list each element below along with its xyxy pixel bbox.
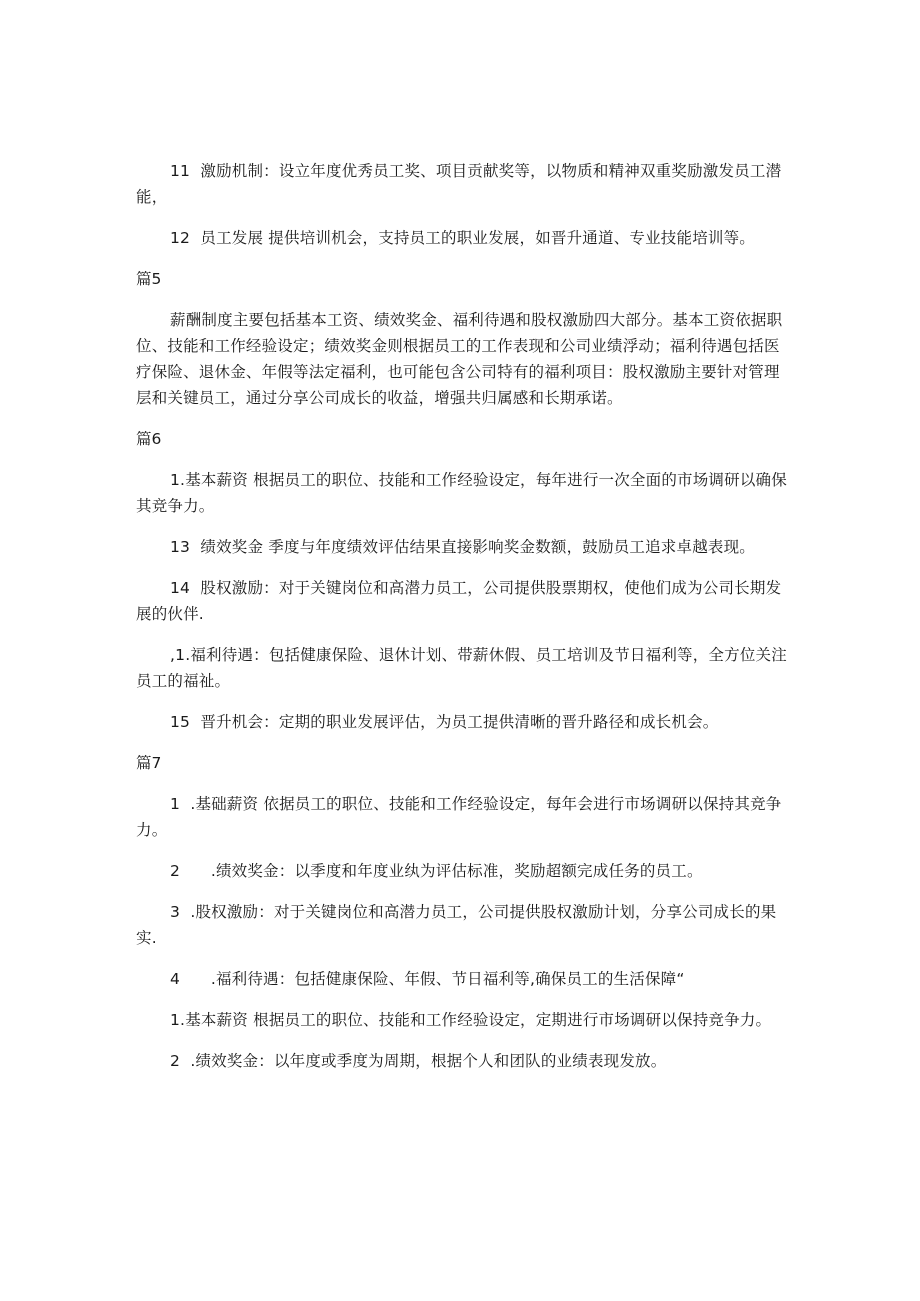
document-body	[136, 158, 790, 1074]
paragraph-bonus-7b: 2 .绩效奖金：以年度或季度为周期，根据个人和团队的业绩表现发放。	[170, 1052, 667, 1070]
paragraph-welfare-7: 4 .福利待遇：包括健康保险、年假、节日福利等,确保员工的生活保障“	[170, 970, 685, 988]
paragraph-promotion: 15 晋升机会：定期的职业发展评估，为员工提供清晰的晋升路径和成长机会。	[170, 713, 719, 731]
paragraph-equity-7: 3 .股权激励：对于关键岗位和高潜力员工，公司提供股权激励计划，分享公司成长的果实.	[136, 903, 777, 947]
paragraph-welfare: ,1.福利待遇：包括健康保险、退休计划、带薪休假、员工培训及节日福利等，全方位关注员工的福祉。	[136, 646, 787, 690]
paragraph-bonus-7: 2 .绩效奖金：以季度和年度业纨为评估标准，奖励超额完成任务的员工。	[170, 862, 703, 880]
paragraph-base-salary: 1.基本薪资 根据员工的职位、技能和工作经验设定，每年进行一次全面的市场调研以确保其竞争力。	[136, 471, 787, 515]
paragraph-base-salary-7b: 1.基本薪资 根据员工的职位、技能和工作经验设定，定期进行市场调研以保持竞争力。	[170, 1011, 772, 1029]
paragraph-incentive-mechanism: 11 激励机制：设立年度优秀员工奖、项目贡献奖等，以物质和精神双重奖励激发员工潜能，	[136, 162, 782, 206]
paragraph-salary-system: 薪酬制度主要包括基本工资、绩效奖金、福利待遇和股权激励四大部分。基本工资依据职位、技能和工作经验设定；绩效奖金则根据员工的工作表现和公司业绩浮动；福利待遇包括医疗保险、退休金、年假等法定福利，也可能包含公司特有的福利项目：股权激励主要针对管理层和关键员工，通过分享公司成长的收益，增强共归属感和长期承诺。	[136, 311, 783, 407]
paragraph-basic-salary-7: 1 .基础薪资 依据员工的职位、技能和工作经验设定，每年会进行市场调研以保持其竞争力。	[136, 795, 782, 839]
section-heading-6: 篇6	[136, 430, 162, 448]
paragraph-employee-development: 12 员工发展 提供培训机会，支持员工的职业发展，如晋升通道、专业技能培训等。	[170, 229, 756, 247]
section-heading-5: 篇5	[136, 270, 162, 288]
paragraph-equity-incentive: 14 股权激励：对于关键岗位和高潜力员工，公司提供股票期权，使他们成为公司长期发展的伙伴.	[136, 579, 782, 623]
section-heading-7: 篇7	[136, 754, 162, 772]
paragraph-performance-bonus: 13 绩效奖金 季度与年度绩效评估结果直接影响奖金数额，鼓励员工追求卓越表现。	[170, 538, 756, 556]
